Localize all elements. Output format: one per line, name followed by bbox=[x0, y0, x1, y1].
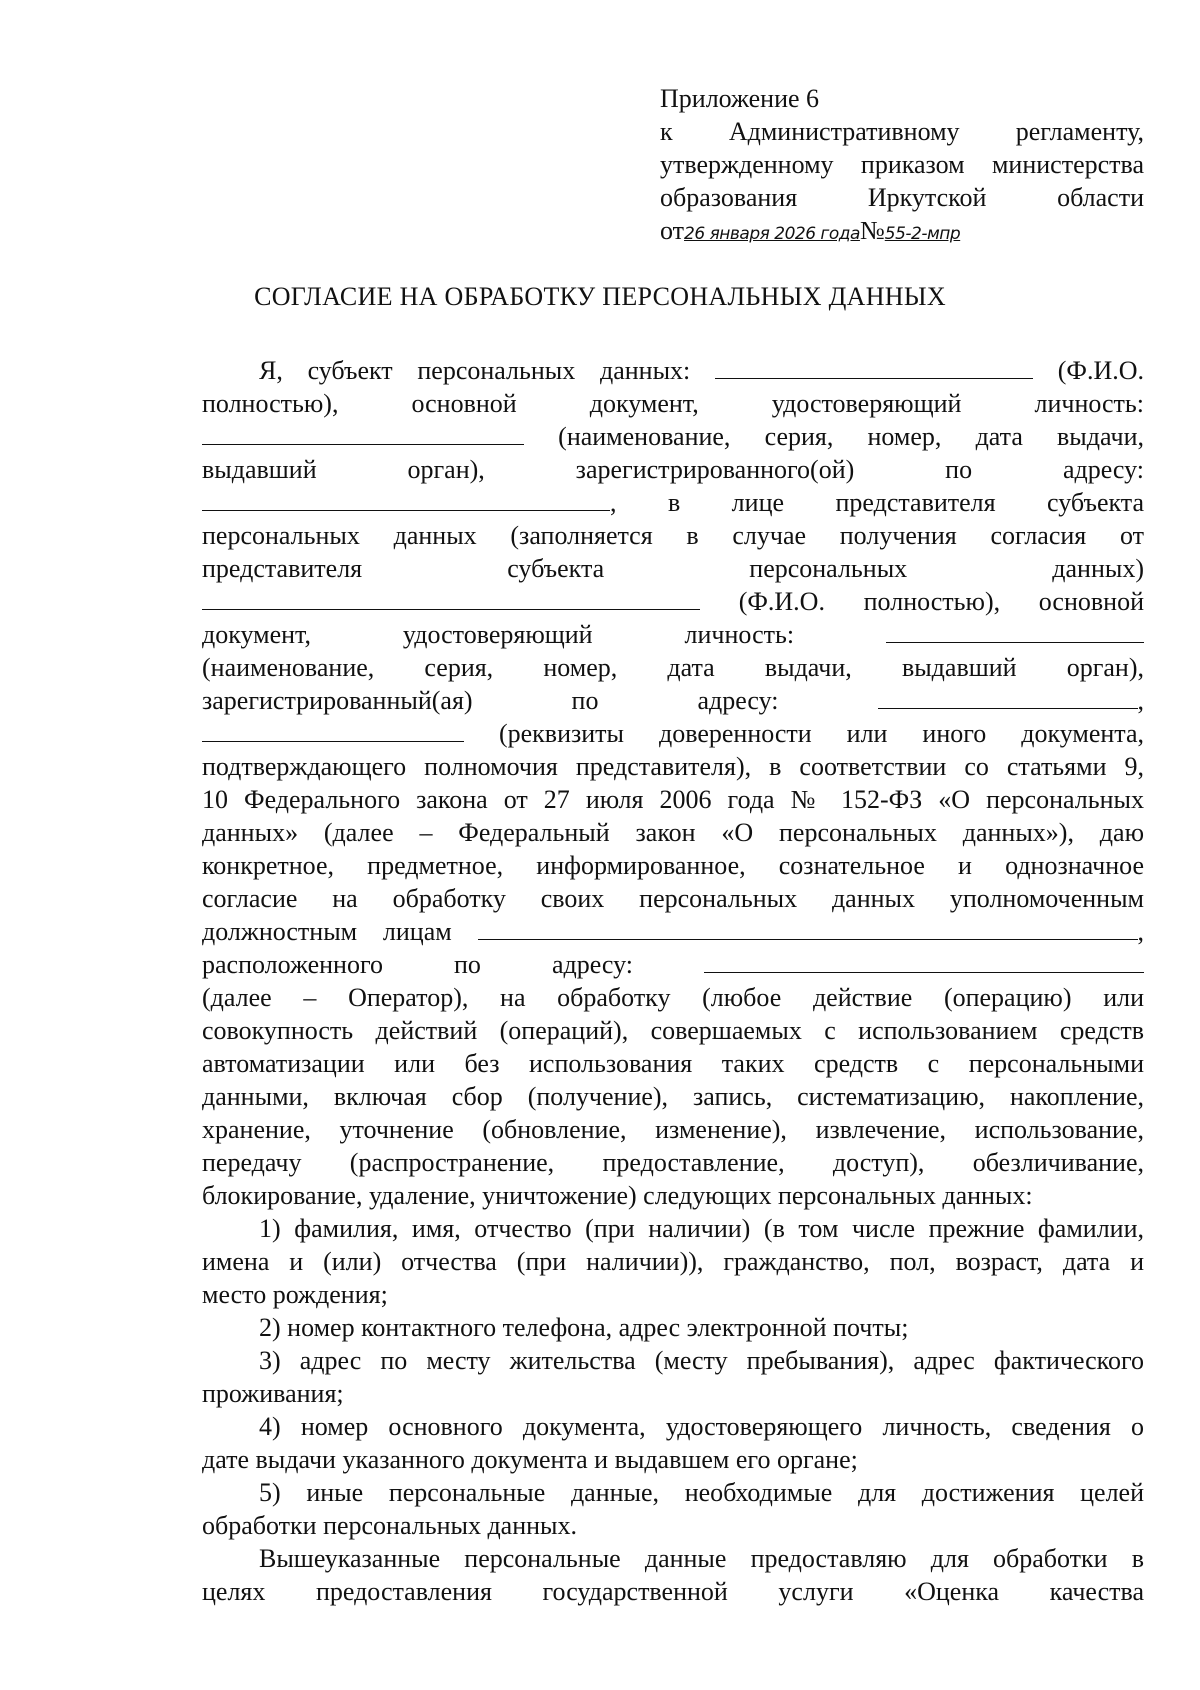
text-line: дате выдачи указанного документа и выдавшем его органе; bbox=[202, 1445, 858, 1474]
text-line: (наименование, серия, номер, дата выдачи, bbox=[202, 420, 1144, 453]
list-item: 5) иные персональные данные, необходимые для достижения целей bbox=[259, 1478, 1144, 1507]
text-line: зарегистрированный(ая) по адресу: , bbox=[202, 686, 1145, 715]
list-item: 2) номер контактного телефона, адрес электронной почты; bbox=[259, 1313, 909, 1342]
text-line: 10 Федерального закона от 27 июля 2006 года № 152-ФЗ «О персональных bbox=[202, 785, 1144, 814]
text-line: имена и (или) отчества (при наличии)), гражданство, пол, возраст, дата и bbox=[202, 1247, 1144, 1276]
text-line: блокирование, удаление, уничтожение) следующих персональных данных: bbox=[202, 1181, 1033, 1210]
handwritten-number: 55-2-мпр bbox=[884, 224, 961, 244]
appendix-date-line bbox=[660, 214, 1144, 251]
text-line: Я, субъект персональных данных: (Ф.И.О. bbox=[259, 356, 1145, 385]
document-body bbox=[202, 354, 1144, 1608]
text-line: передачу (распространение, предоставление, доступ), обезличивание, bbox=[202, 1148, 1144, 1177]
text-line: расположенного по адресу: bbox=[202, 948, 1144, 981]
appendix-block bbox=[660, 82, 1144, 251]
list-item: 3) адрес по месту жительства (месту пребывания), адрес фактического bbox=[259, 1346, 1144, 1375]
text-line: персональных данных (заполняется в случае получения согласия от bbox=[202, 521, 1144, 550]
text-line: Вышеуказанные персональные данные предоставляю для обработки в bbox=[259, 1544, 1144, 1573]
text-line: согласие на обработку своих персональных данных уполномоченным bbox=[202, 884, 1144, 913]
text-line: (наименование, серия, номер, дата выдачи, выдавший орган), bbox=[202, 653, 1144, 682]
text-line: (далее – Оператор), на обработку (любое действие (операцию) или bbox=[202, 983, 1144, 1012]
appendix-regulation: к Административному регламенту, bbox=[660, 117, 1144, 146]
text-line: выдавший орган), зарегистрированного(ой) по адресу: bbox=[202, 455, 1144, 484]
officials-blank[interactable] bbox=[478, 915, 1138, 940]
address-blank[interactable] bbox=[202, 486, 610, 511]
text-line: автоматизации или без использования таких средств с персональными bbox=[202, 1049, 1144, 1078]
power-of-attorney-blank[interactable] bbox=[202, 717, 464, 742]
appendix-title: Приложение 6 bbox=[660, 84, 820, 113]
text-line: документ, удостоверяющий личность: bbox=[202, 618, 1144, 651]
representative-fio-blank[interactable] bbox=[202, 585, 700, 610]
text-line: представителя субъекта персональных данных) bbox=[202, 554, 1144, 583]
representative-address-blank[interactable] bbox=[878, 684, 1138, 709]
text-line: хранение, уточнение (обновление, изменение), извлечение, использование, bbox=[202, 1115, 1144, 1144]
handwritten-date: 26 января 2026 года bbox=[684, 224, 860, 244]
text-line: полностью), основной документ, удостоверяющий личность: bbox=[202, 389, 1144, 418]
text-line: (реквизиты доверенности или иного документа, bbox=[202, 717, 1144, 750]
text-line: (Ф.И.О. полностью), основной bbox=[202, 585, 1144, 618]
text-line: проживания; bbox=[202, 1379, 344, 1408]
appendix-approved: утвержденному приказом министерства bbox=[660, 150, 1144, 179]
text-line: совокупность действий (операций), совершаемых с использованием средств bbox=[202, 1016, 1144, 1045]
text-line: обработки персональных данных. bbox=[202, 1511, 578, 1540]
text-line: целях предоставления государственной услуги «Оценка качества bbox=[202, 1577, 1144, 1606]
list-item: 4) номер основного документа, удостоверяющего личность, сведения о bbox=[259, 1412, 1144, 1441]
text-line: подтверждающего полномочия представителя), в соответствии со статьями 9, bbox=[202, 752, 1144, 781]
document-title: СОГЛАСИЕ НА ОБРАБОТКУ ПЕРСОНАЛЬНЫХ ДАННЫХ bbox=[254, 282, 946, 311]
number-prefix: № bbox=[859, 216, 885, 245]
appendix-ministry: образования Иркутской области bbox=[660, 183, 1144, 212]
operator-address-blank[interactable] bbox=[704, 948, 1144, 973]
fio-blank[interactable] bbox=[715, 354, 1033, 379]
document-blank[interactable] bbox=[202, 420, 524, 445]
text-line: данными, включая сбор (получение), запись, систематизацию, накопление, bbox=[202, 1082, 1144, 1111]
text-line: место рождения; bbox=[202, 1280, 388, 1309]
text-line: данных» (далее – Федеральный закон «О персональных данных»), даю bbox=[202, 818, 1144, 847]
list-item: 1) фамилия, имя, отчество (при наличии) (в том числе прежние фамилии, bbox=[259, 1214, 1144, 1243]
representative-document-blank[interactable] bbox=[886, 618, 1144, 643]
text-line: , в лице представителя субъекта bbox=[202, 486, 1144, 519]
text-line: должностным лицам , bbox=[202, 917, 1145, 946]
date-prefix: от bbox=[660, 216, 685, 245]
text-line: конкретное, предметное, информированное, сознательное и однозначное bbox=[202, 851, 1144, 880]
